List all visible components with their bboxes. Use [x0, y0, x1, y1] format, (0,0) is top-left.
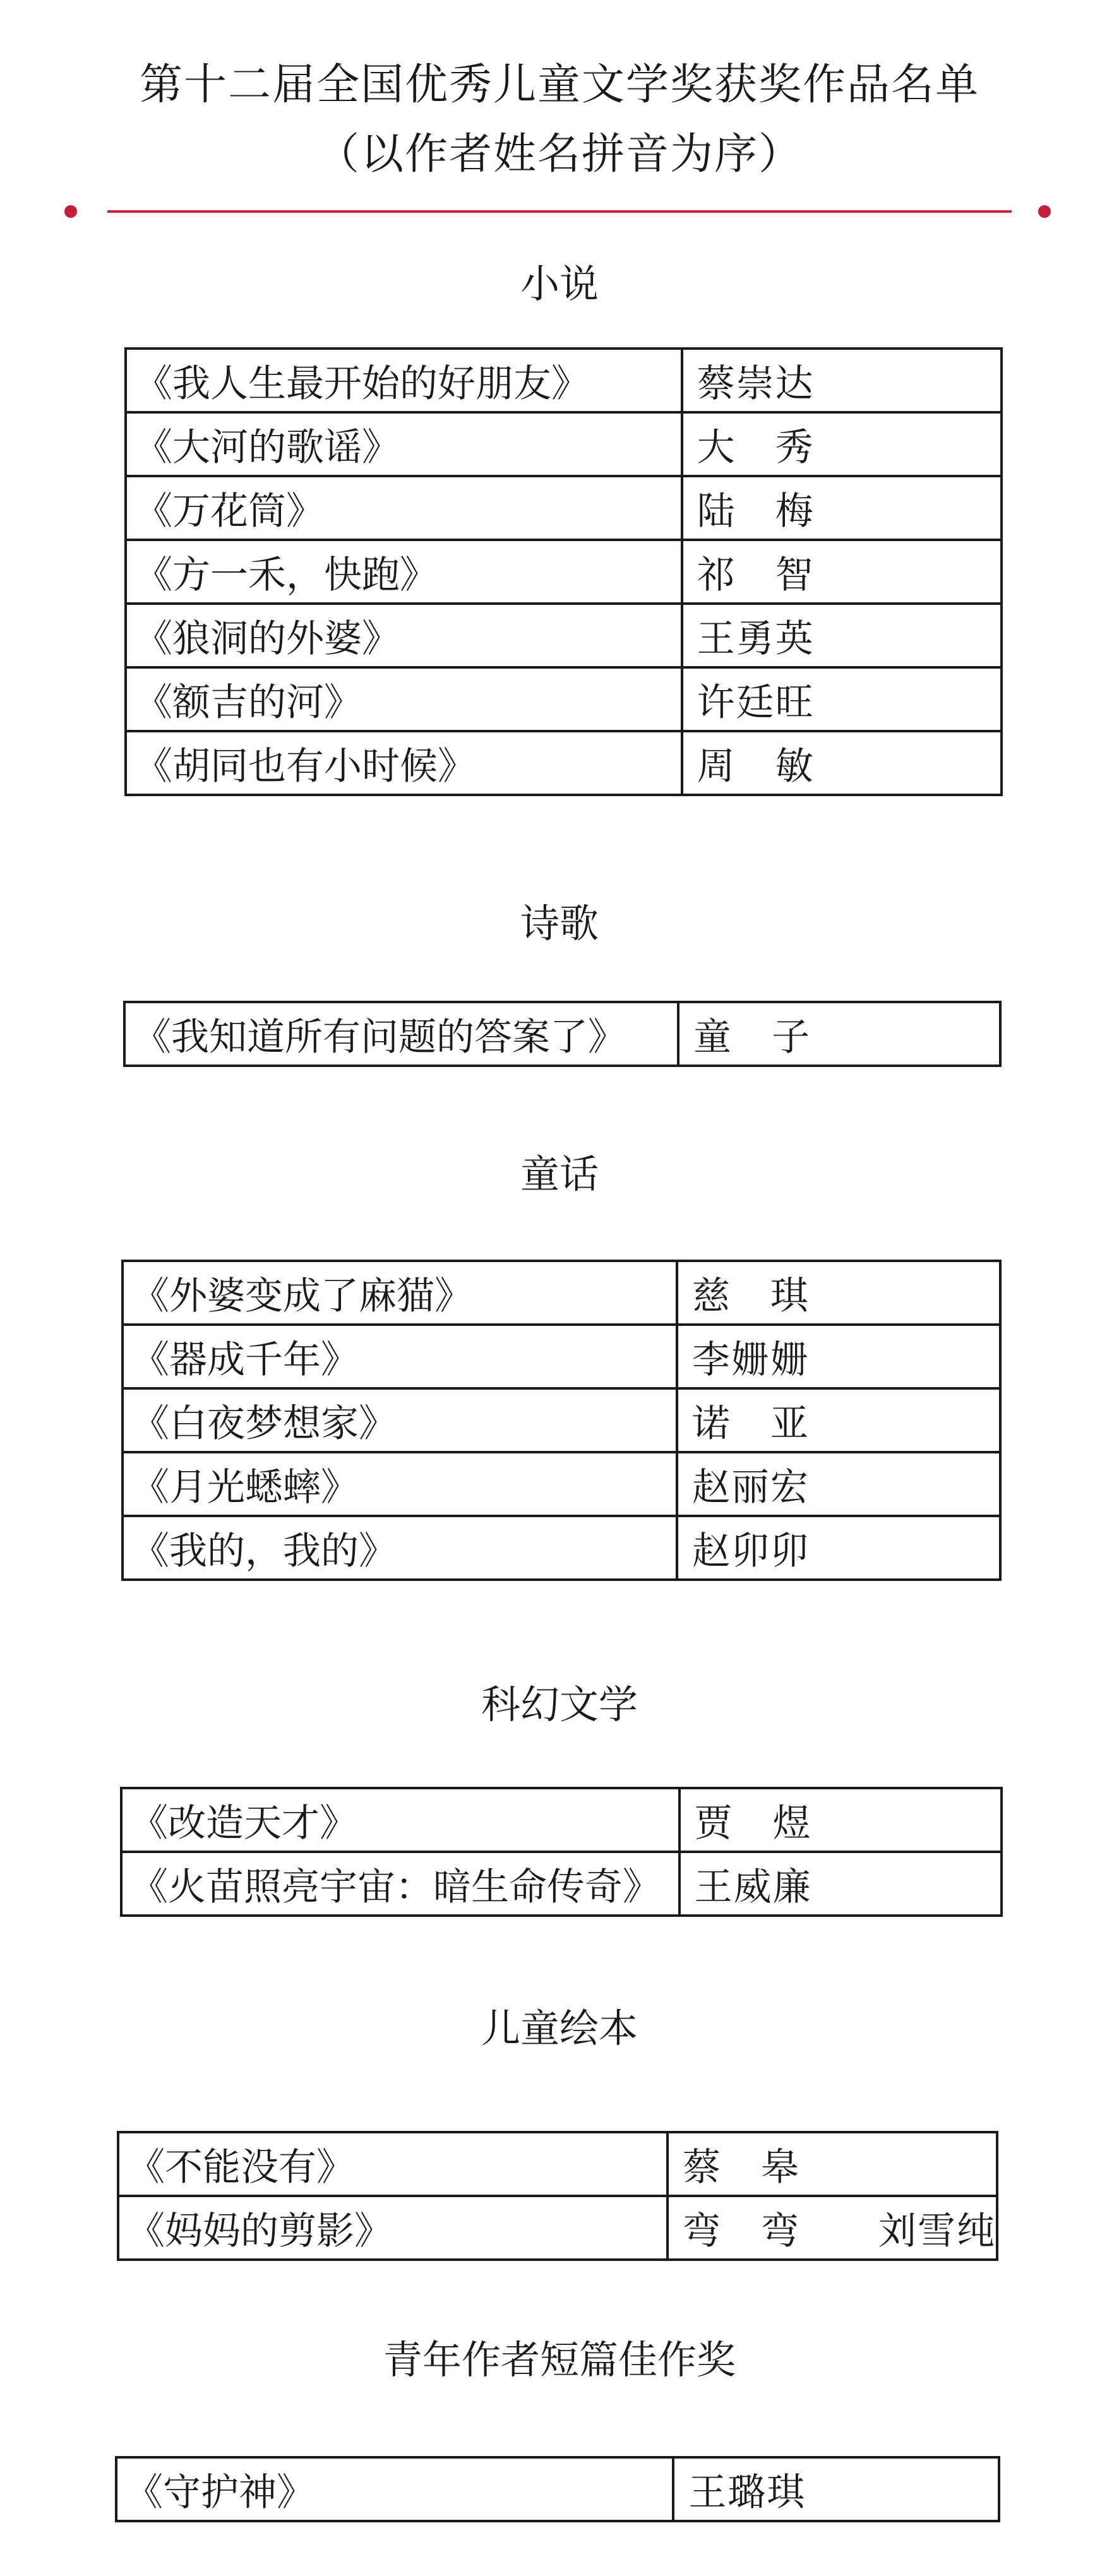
- table-row: [126, 540, 1002, 604]
- table-row: [118, 2132, 997, 2196]
- section-heading-picture-book: 儿童绘本: [481, 2005, 638, 2051]
- table-row: [123, 1261, 1000, 1325]
- table-row: [116, 2457, 999, 2521]
- work-title: 《胡同也有小时候》: [126, 731, 682, 795]
- table-row: [121, 1788, 1002, 1852]
- divider-dot-right: [1038, 205, 1051, 218]
- work-title: 《改造天才》: [121, 1788, 679, 1852]
- author-name: 王威廉: [679, 1852, 1002, 1916]
- work-title: 《守护神》: [116, 2457, 673, 2521]
- author-name: 许廷旺: [682, 667, 1002, 731]
- table-row: [126, 667, 1002, 731]
- divider-dot-left: [64, 205, 77, 218]
- section-heading-poetry: 诗歌: [520, 900, 599, 946]
- page-subtitle: （以作者姓名拼音为序）: [316, 129, 803, 179]
- work-title: 《不能没有》: [118, 2132, 667, 2196]
- work-title: 《我的，我的》: [123, 1516, 677, 1580]
- table-row: [123, 1388, 1000, 1452]
- author-name: 祁 智: [682, 540, 1002, 604]
- work-title: 《外婆变成了麻猫》: [123, 1261, 677, 1325]
- work-title: 《额吉的河》: [126, 667, 682, 731]
- award-table-fiction: [124, 347, 1003, 796]
- work-title: 《我人生最开始的好朋友》: [126, 349, 682, 412]
- table-row: [123, 1516, 1000, 1580]
- work-title: 《大河的歌谣》: [126, 412, 682, 476]
- section-heading-fairy-tale: 童话: [520, 1151, 599, 1197]
- table-row: [123, 1452, 1000, 1516]
- award-table-picture-book: [117, 2131, 998, 2261]
- author-name: 蔡 皋: [667, 2132, 997, 2196]
- table-row: [124, 1002, 1000, 1066]
- author-name: 王勇英: [682, 604, 1002, 667]
- page-title: 第十二届全国优秀儿童文学奖获奖作品名单: [139, 60, 979, 110]
- author-name: 赵卯卯: [677, 1516, 1000, 1580]
- table-row: [121, 1852, 1002, 1916]
- table-row: [126, 476, 1002, 540]
- work-title: 《狼洞的外婆》: [126, 604, 682, 667]
- work-title: 《火苗照亮宇宙：暗生命传奇》: [121, 1852, 679, 1916]
- author-name: 王璐琪: [673, 2457, 999, 2521]
- author-name: 慈 琪: [677, 1261, 1000, 1325]
- section-heading-fiction: 小说: [520, 261, 599, 307]
- award-table-poetry: [123, 1001, 1002, 1067]
- table-row: [126, 349, 1002, 412]
- table-row: [123, 1325, 1000, 1388]
- work-title: 《方一禾，快跑》: [126, 540, 682, 604]
- work-title: 《万花筒》: [126, 476, 682, 540]
- table-row: [126, 412, 1002, 476]
- work-title: 《器成千年》: [123, 1325, 677, 1388]
- work-title: 《月光蟋蟀》: [123, 1452, 677, 1516]
- author-name: 大 秀: [682, 412, 1002, 476]
- author-name: 弯 弯 刘雪纯: [667, 2196, 997, 2260]
- author-name: 童 子: [678, 1002, 1000, 1066]
- table-row: [126, 731, 1002, 795]
- title-divider: [107, 210, 1012, 213]
- author-name: 周 敏: [682, 731, 1002, 795]
- section-heading-young-author-award: 青年作者短篇佳作奖: [383, 2337, 736, 2383]
- author-name: 诺 亚: [677, 1388, 1000, 1452]
- table-row: [118, 2196, 997, 2260]
- author-name: 赵丽宏: [677, 1452, 1000, 1516]
- award-table-sci-fi: [120, 1787, 1003, 1917]
- work-title: 《妈妈的剪影》: [118, 2196, 667, 2260]
- work-title: 《我知道所有问题的答案了》: [124, 1002, 678, 1066]
- award-table-young-author-award: [115, 2456, 1000, 2522]
- author-name: 李姗姗: [677, 1325, 1000, 1388]
- author-name: 贾 煜: [679, 1788, 1002, 1852]
- section-heading-sci-fi: 科幻文学: [481, 1681, 638, 1727]
- table-row: [126, 604, 1002, 667]
- work-title: 《白夜梦想家》: [123, 1388, 677, 1452]
- author-name: 蔡崇达: [682, 349, 1002, 412]
- author-name: 陆 梅: [682, 476, 1002, 540]
- award-table-fairy-tale: [121, 1260, 1002, 1581]
